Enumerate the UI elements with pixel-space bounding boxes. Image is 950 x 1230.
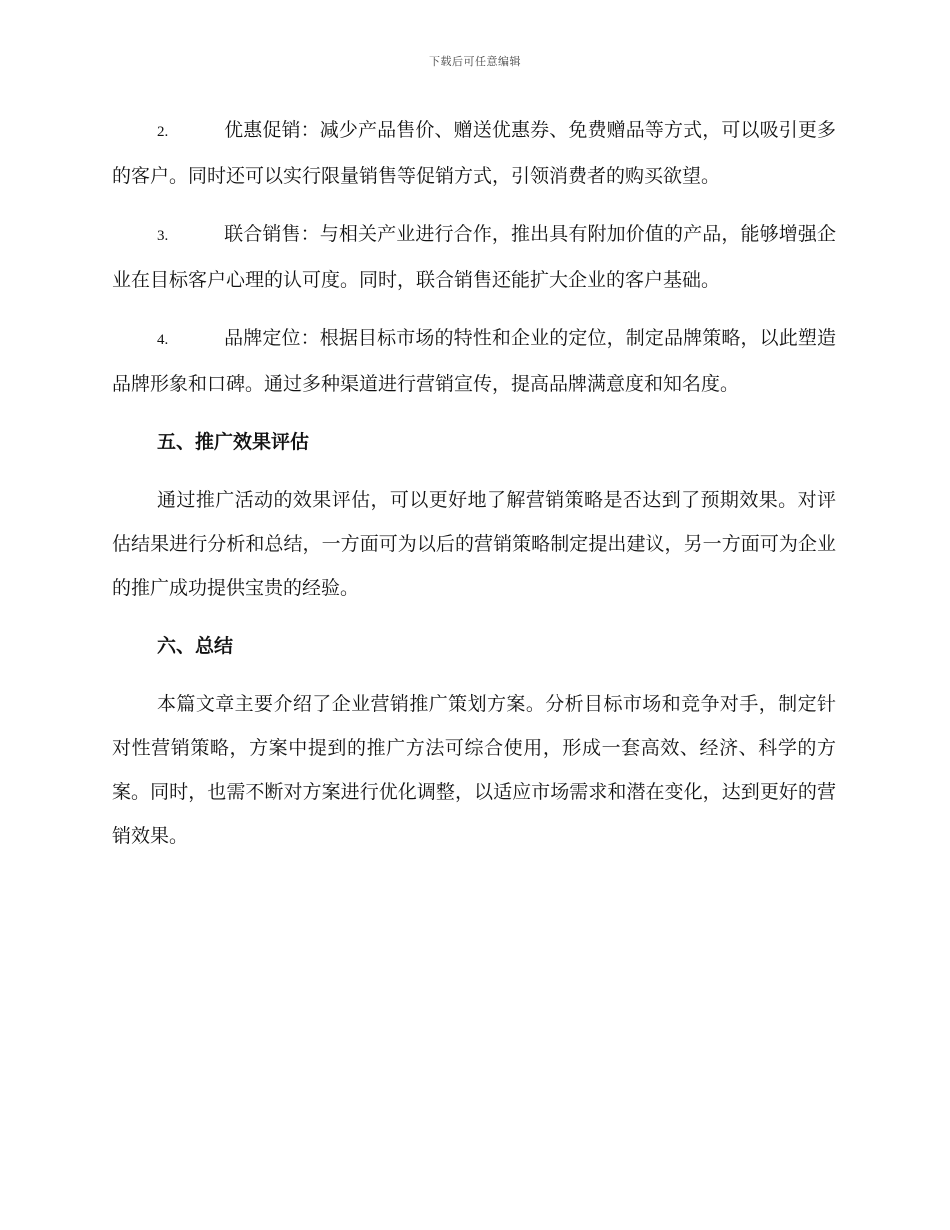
list-item-text: 优惠促销：减少产品售价、赠送优惠券、免费赠品等方式，可以吸引更多的客户。同时还可以实行限量销售等促销方式，引领消费者的购买欲望。	[112, 119, 836, 187]
section-heading-summary: 六、总结	[157, 635, 234, 657]
list-item-text: 品牌定位：根据目标市场的特性和企业的定位，制定品牌策略，以此塑造品牌形象和口碑。通过多种渠道进行营销宣传，提高品牌满意度和知名度。	[112, 327, 836, 395]
page-header: 下载后可任意编辑	[429, 55, 521, 68]
list-item-4	[112, 316, 836, 406]
list-number: 2.	[157, 124, 169, 140]
document-body	[112, 108, 836, 872]
list-number: 4.	[157, 332, 169, 348]
list-number: 3.	[157, 228, 169, 244]
list-item-2	[112, 108, 836, 198]
section-paragraph-evaluation: 通过推广活动的效果评估，可以更好地了解营销策略是否达到了预期效果。对评估结果进行分析和总结，一方面可为以后的营销策略制定提出建议，另一方面可为企业的推广成功提供宝贵的经验。	[112, 489, 836, 599]
list-item-3	[112, 212, 836, 302]
section-paragraph-summary: 本篇文章主要介绍了企业营销推广策划方案。分析目标市场和竞争对手，制定针对性营销策略，方案中提到的推广方法可综合使用，形成一套高效、经济、科学的方案。同时，也需不断对方案进行优化调整，以适应市场需求和潜在变化，达到更好的营销效果。	[112, 693, 836, 847]
list-item-text: 联合销售：与相关产业进行合作，推出具有附加价值的产品，能够增强企业在目标客户心理的认可度。同时，联合销售还能扩大企业的客户基础。	[112, 223, 836, 291]
section-heading-evaluation: 五、推广效果评估	[157, 431, 310, 453]
